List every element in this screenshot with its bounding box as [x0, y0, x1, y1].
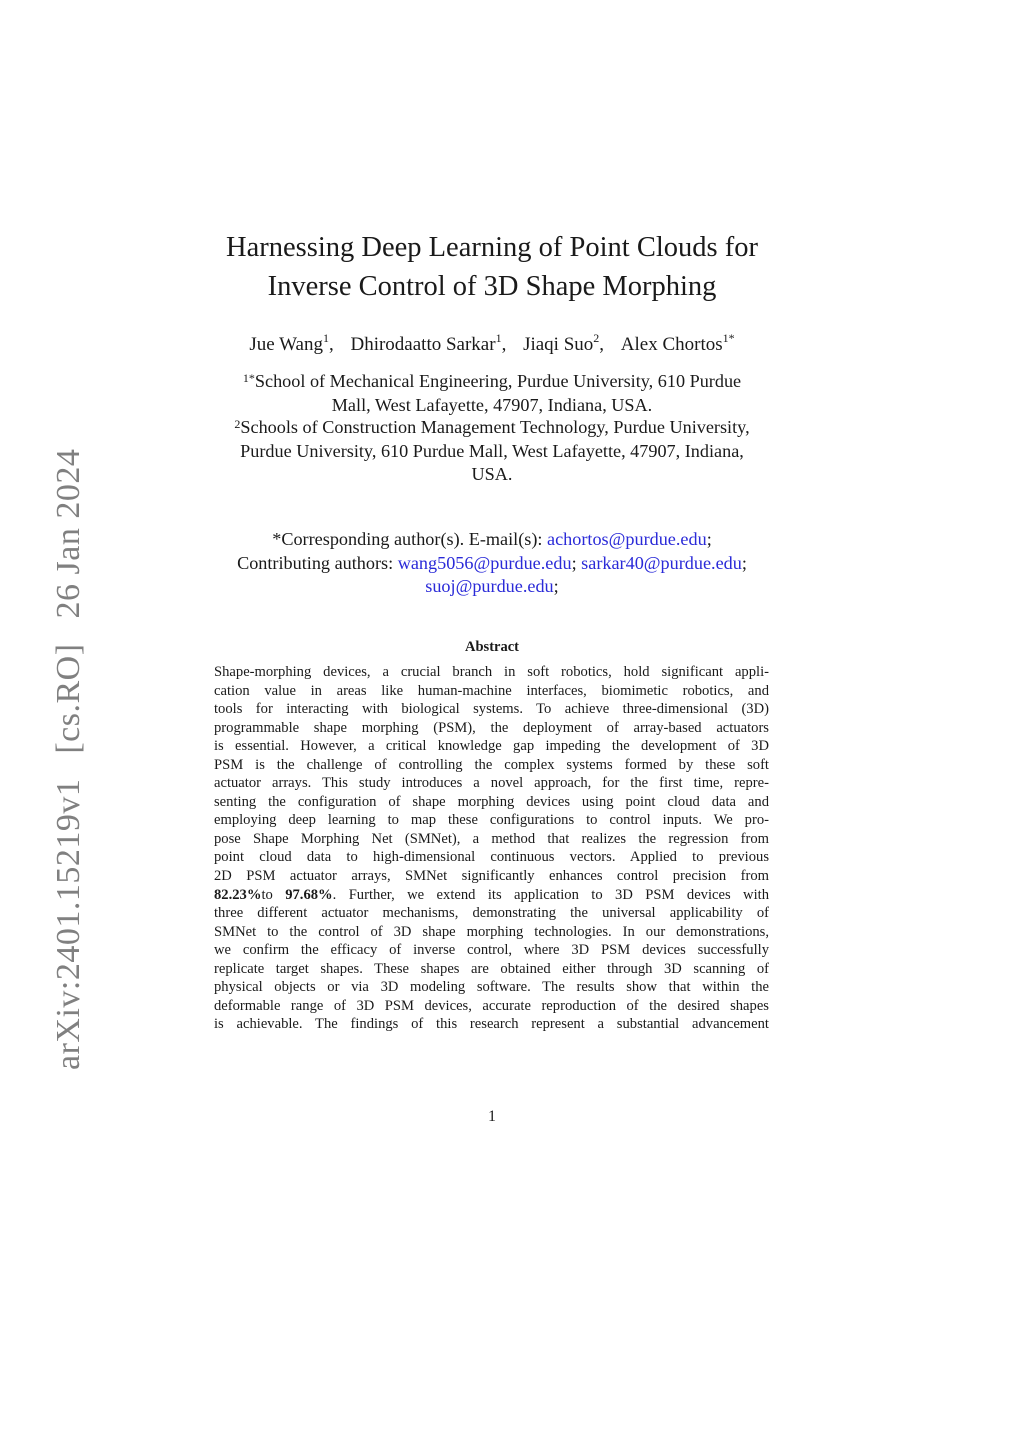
affiliation-1: $^{1*}$School of Mechanical Engineering, Purdue University, 610 Purdue Mall, West Lafayette, 47907, Indiana, USA.: [242, 371, 742, 415]
abstract-line: senting the configuration of shape morphing devices using point cloud data and: [214, 793, 769, 810]
author: Jiaqi Suo$^2$,: [523, 331, 605, 355]
abstract-line: Shape-morphing devices, a crucial branch in soft robotics, hold significant appli-: [214, 664, 769, 680]
abstract-line-bold: 82.23%to 97.68%. Further, we extend its application to 3D PSM devices with: [214, 886, 770, 903]
author: Dhirodaatto Sarkar$^1$,: [350, 331, 507, 355]
page-number: 1: [488, 1108, 496, 1125]
abstract-line: pose Shape Morphing Net (SMNet), a method that realizes the regression from: [214, 830, 769, 847]
abstract-line: tools for interacting with biological systems. To achieve three-dimensional (3D): [214, 701, 769, 718]
arxiv-category: [cs.RO]: [50, 643, 87, 754]
abstract-line: actuator arrays. This study introduces a novel approach, for the first time, repre-: [214, 775, 769, 792]
abstract-line: replicate target shapes. These shapes are obtained either through 3D scanning of: [214, 960, 769, 977]
title-line: Harnessing Deep Learning of Point Clouds for: [226, 232, 758, 263]
arxiv-stamp: [50, 433, 88, 1070]
affiliation-2: $^2$Schools of Construction Management Technology, Purdue University, Purdue University, 610 Purdue Mall, West Lafayette, 47907, Indiana, USA.: [234, 417, 750, 484]
paper-title: [192, 228, 792, 306]
email-link[interactable]: achortos@purdue.edu: [547, 529, 707, 549]
abstract-line: cation value in areas like human-machine interfaces, biomimetic robotics, and: [214, 682, 769, 699]
author-list: [192, 331, 792, 356]
title-line: Inverse Control of 3D Shape Morphing: [267, 271, 717, 302]
abstract-line: physical objects or via 3D modeling software. The results show that within the: [214, 979, 769, 996]
abstract-line: point cloud data to high-dimensional continuous vectors. Applied to previous: [214, 849, 769, 866]
abstract-heading: Abstract: [465, 639, 519, 655]
author: Jue Wang$^1$,: [249, 331, 334, 355]
abstract-line: PSM is the challenge of controlling the complex systems formed by these soft: [214, 756, 769, 773]
arxiv-id: arXiv:2401.15219v1: [50, 778, 87, 1070]
abstract-line: 2D PSM actuator arrays, SMNet significantly enhances control precision from: [214, 868, 769, 885]
abstract-line: deformable range of 3D PSM devices, accurate reproduction of the desired shapes: [214, 997, 769, 1014]
abstract-body: [214, 663, 769, 1034]
abstract-line: is essential. However, a critical knowledge gap impeding the development of 3D: [214, 738, 769, 755]
email-link[interactable]: wang5056@purdue.edu: [397, 552, 572, 573]
arxiv-date: 26 Jan 2024: [50, 448, 87, 619]
email-link[interactable]: suoj@purdue.edu: [425, 576, 554, 596]
abstract-line: we confirm the efficacy of inverse control, where 3D PSM devices successfully: [214, 942, 769, 959]
abstract-line: SMNet to the control of 3D shape morphing technologies. In our demonstrations,: [214, 923, 769, 940]
abstract-line: employing deep learning to map these configurations to control inputs. We pro-: [214, 812, 769, 829]
correspondence: *Corresponding author(s). E-mail(s): achortos@purdue.edu; Contributing authors: wang5056@purdue.edu; sarkar40@purdue.edu; suoj@purdue.edu;: [237, 529, 747, 596]
abstract-line: three different actuator mechanisms, demonstrating the universal applicability of: [214, 905, 769, 922]
abstract-line: is achievable. The findings of this research represent a substantial advancement: [214, 1016, 769, 1033]
author: Alex Chortos$^{1*}$: [620, 331, 735, 355]
email-link[interactable]: sarkar40@purdue.edu: [581, 552, 742, 573]
abstract-line: programmable shape morphing (PSM), the deployment of array-based actuators: [214, 719, 769, 736]
